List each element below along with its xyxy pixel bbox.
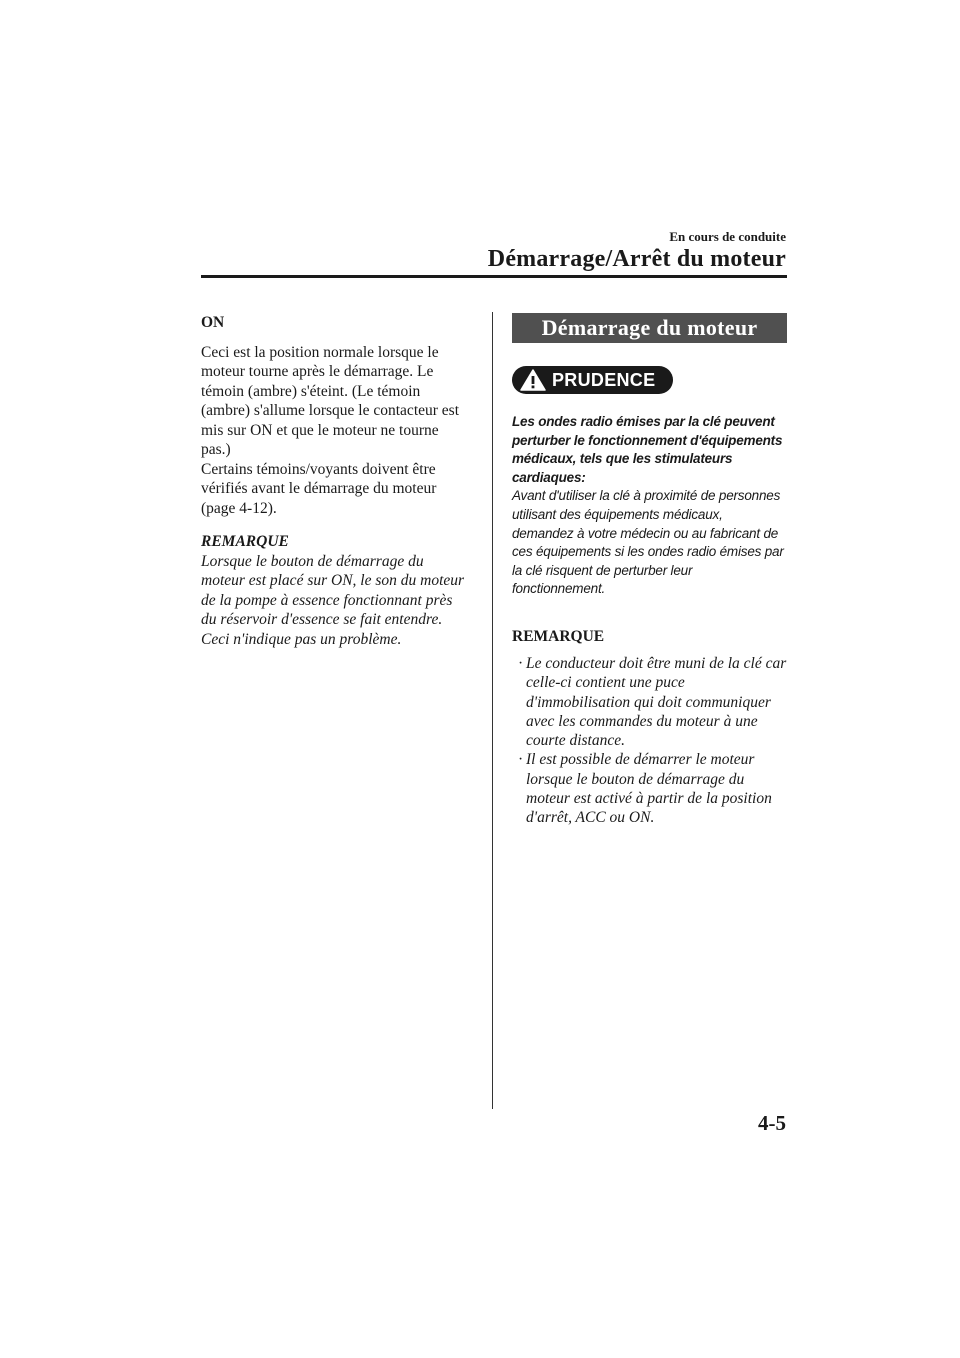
caution-label: PRUDENCE bbox=[552, 369, 656, 390]
note-label-2: REMARQUE bbox=[512, 627, 605, 645]
warning-block bbox=[512, 413, 787, 599]
on-heading: ON bbox=[201, 314, 225, 331]
warning-triangle-icon bbox=[520, 369, 546, 391]
left-column bbox=[201, 313, 471, 649]
section-label: En cours de conduite bbox=[669, 229, 786, 244]
note-bullets bbox=[512, 654, 787, 828]
on-paragraph: Ceci est la position normale lorsque le moteur tourne après le démarrage. Le témoin (ambre) s'éteint. (Le témoin (ambre) s'allume lorsque le contacteur est mis sur ON et que le moteur ne tourne pas.) bbox=[201, 343, 460, 458]
page-number: 4-5 bbox=[758, 1111, 786, 1135]
list-item: · Le conducteur doit être muni de la clé car celle-ci contient une puce d'immobilisation qui doit communiquer avec les commandes du moteur à une courte distance. bbox=[518, 654, 787, 750]
warning-heading: Les ondes radio émises par la clé peuvent perturber le fonctionnement d'équipements médicaux, tels que les stimulateurs cardiaques: bbox=[512, 414, 783, 485]
caution-badge bbox=[512, 366, 673, 394]
page-title: Démarrage/Arrêt du moteur bbox=[487, 246, 786, 272]
warning-text: Avant d'utiliser la clé à proximité de personnes utilisant des équipements médicaux, demandez à votre médecin ou au fabricant de ces équipements si les ondes radio émises par la clé risquent de perturber leur fonctionnement. bbox=[512, 488, 784, 597]
section-banner: Démarrage du moteur bbox=[512, 313, 787, 343]
list-item: · Il est possible de démarrer le moteur lorsque le bouton de démarrage du moteur est activé à partir de la position d'arrêt, ACC ou ON. bbox=[518, 751, 772, 827]
note-label: REMARQUE bbox=[201, 533, 289, 550]
header-rule bbox=[201, 275, 787, 278]
right-column bbox=[512, 313, 787, 828]
column-divider bbox=[492, 312, 493, 1109]
note-text: Lorsque le bouton de démarrage du moteur est placé sur ON, le son du moteur de la pompe à essence fonctionnant près du réservoir d'essence se fait entendre. Ceci n'indique pas un problème. bbox=[201, 552, 465, 648]
check-paragraph: Certains témoins/voyants doivent être vérifiés avant le démarrage du moteur (page 4-12). bbox=[201, 460, 437, 517]
